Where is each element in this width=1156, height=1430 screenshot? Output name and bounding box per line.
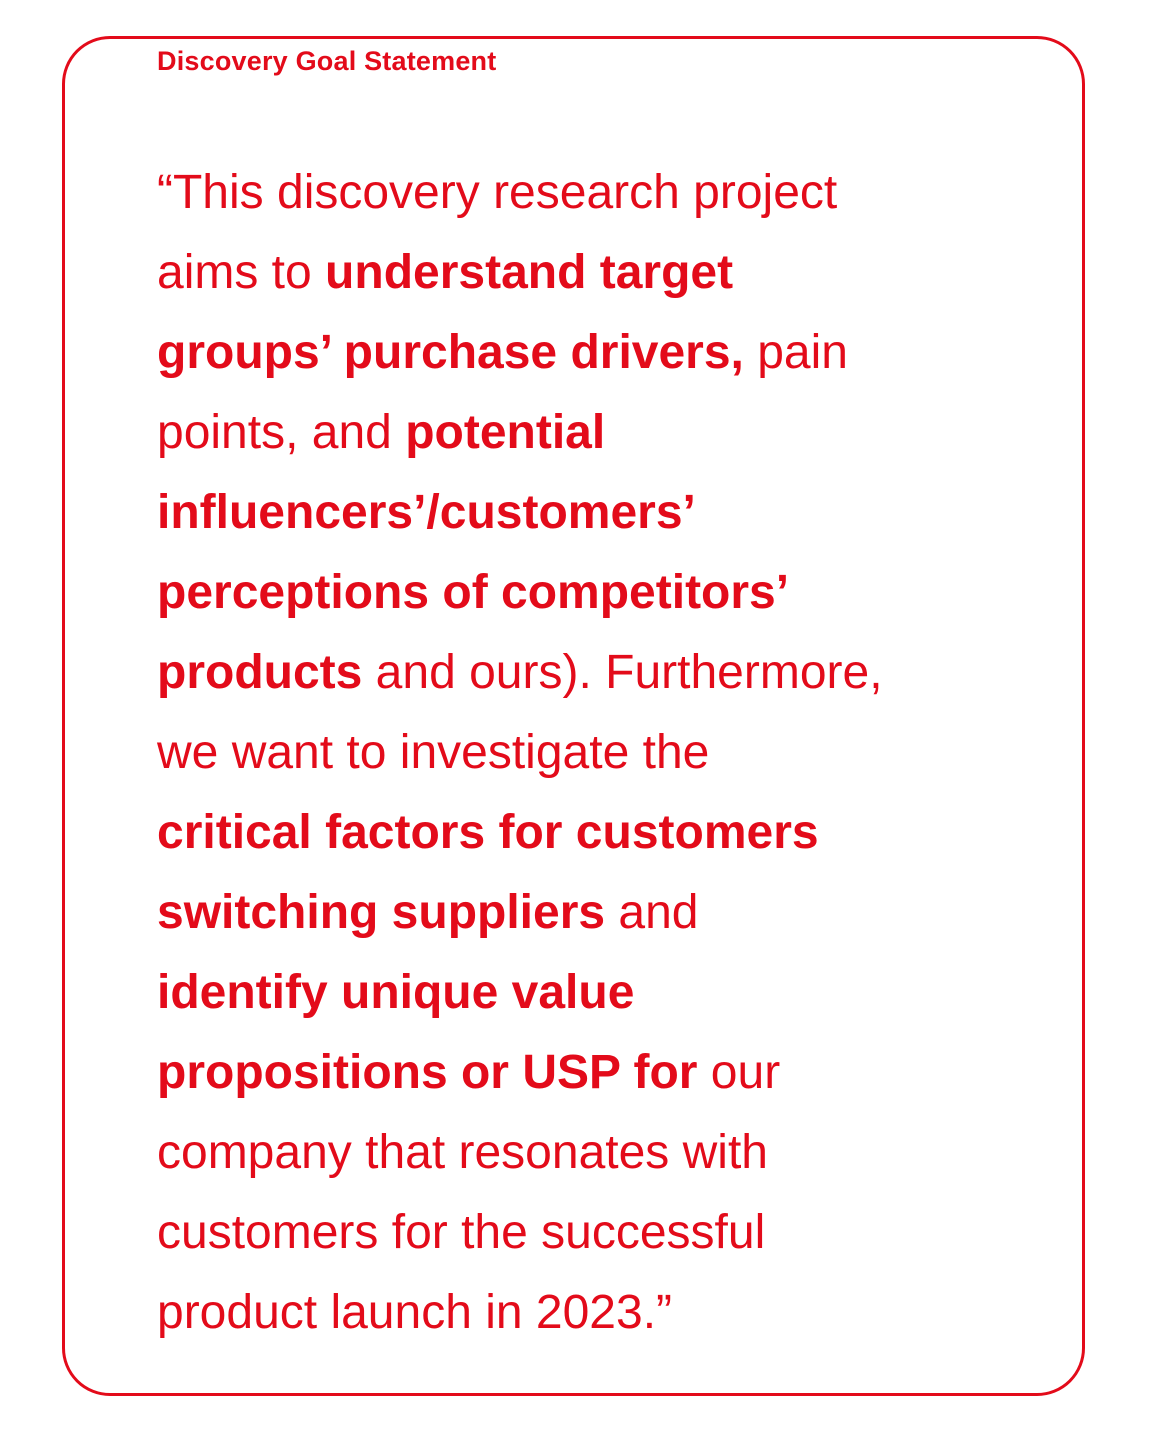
- quote-line: [157, 473, 1082, 553]
- discovery-goal-card: [62, 36, 1085, 1396]
- quote-line: [157, 233, 1082, 313]
- quote-text-bold: influencers’/customers’: [157, 486, 696, 539]
- quote-text-bold: propositions or USP for: [157, 1046, 698, 1099]
- quote-text: our: [697, 1046, 781, 1099]
- quote-text-bold: groups’ purchase drivers,: [157, 326, 744, 379]
- quote-line: [157, 313, 1082, 393]
- quote-text: “This discovery research project: [157, 166, 838, 219]
- quote-text-bold: products: [157, 646, 363, 699]
- quote-line: [157, 713, 1082, 793]
- quote-text: and ours). Furthermore,: [362, 646, 883, 699]
- quote-line: [157, 1273, 1082, 1353]
- quote-text-bold: identify unique value: [157, 966, 635, 1019]
- quote-line: [157, 1033, 1082, 1113]
- quote-line: [157, 393, 1082, 473]
- quote-text: points, and: [157, 406, 406, 459]
- quote-text: customers for the successful: [157, 1206, 766, 1259]
- quote-line: [157, 633, 1082, 713]
- quote-text-bold: switching suppliers: [157, 886, 606, 939]
- quote-text-bold: perceptions of competitors’: [157, 566, 790, 619]
- quote-text-bold: critical factors for customers: [157, 806, 819, 859]
- quote-line: [157, 873, 1082, 953]
- quote-text-bold: potential: [405, 406, 606, 459]
- quote-line: [157, 153, 1082, 233]
- quote-line: [157, 953, 1082, 1033]
- quote-text: company that resonates with: [157, 1126, 768, 1179]
- quote-text: we want to investigate the: [157, 726, 710, 779]
- quote-line: [157, 1113, 1082, 1193]
- card-title: Discovery Goal Statement: [157, 46, 497, 76]
- quote-line: [157, 793, 1082, 873]
- quote-text: and: [605, 886, 699, 939]
- quote-text: aims to: [157, 246, 326, 299]
- quote-line: [157, 553, 1082, 633]
- quote-text: pain: [743, 326, 848, 379]
- goal-statement-quote: [157, 153, 1082, 1353]
- quote-line: [157, 1193, 1082, 1273]
- quote-text-bold: understand target: [325, 246, 734, 299]
- quote-text: product launch in 2023.”: [157, 1286, 673, 1339]
